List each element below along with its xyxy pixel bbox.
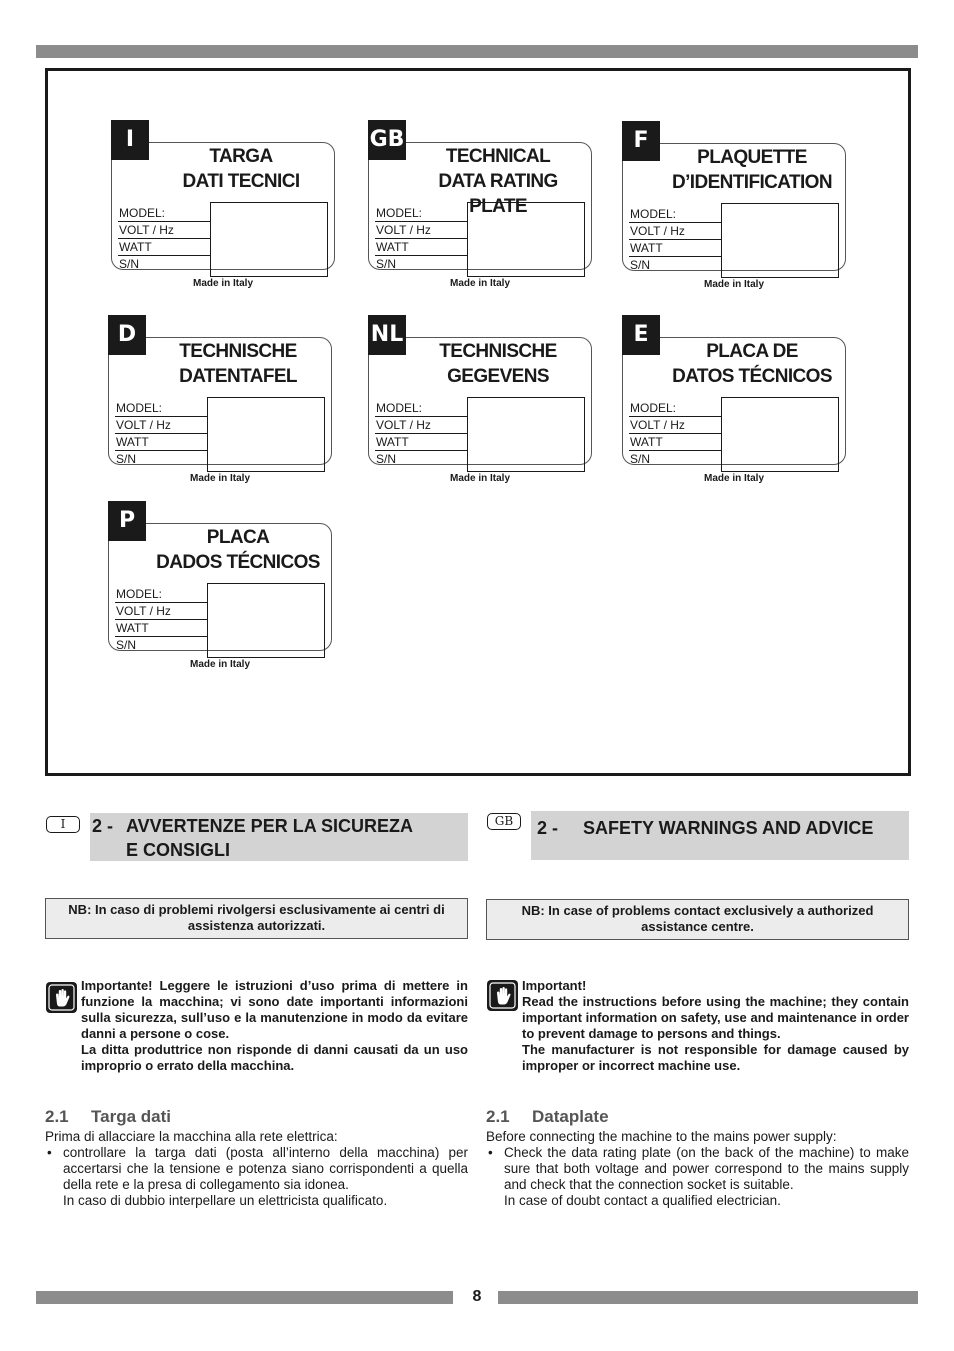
- made-in-italy: Made in Italy: [189, 659, 250, 670]
- plate-value-box: [721, 397, 839, 472]
- field-volt: VOLT / Hz: [629, 223, 721, 240]
- field-model: MODEL:: [115, 400, 207, 417]
- plate-flag: NL: [368, 315, 406, 355]
- field-watt: WATT: [115, 434, 207, 451]
- plate-value-box: [467, 397, 585, 472]
- made-in-italy: Made in Italy: [703, 279, 764, 290]
- section-heading-it: 2 - AVVERTENZE PER LA SICUREZA E CONSIGLI: [90, 813, 468, 861]
- field-sn: S/N: [376, 452, 397, 466]
- subsection-title-gb: 2.1 Dataplate: [486, 1107, 609, 1126]
- field-model: MODEL:: [115, 586, 207, 603]
- plate-flag: E: [622, 315, 660, 355]
- page-number: 8: [472, 1288, 482, 1305]
- plate-value-box: [721, 203, 839, 278]
- plate-pt: [108, 501, 332, 670]
- field-watt: WATT: [375, 434, 467, 451]
- made-in-italy: Made in Italy: [449, 473, 510, 484]
- stop-hand-icon: [487, 980, 518, 1011]
- top-bar: [36, 45, 918, 58]
- field-watt: WATT: [118, 239, 210, 256]
- made-in-italy: Made in Italy: [449, 278, 510, 289]
- field-model: MODEL:: [375, 205, 467, 222]
- field-watt: WATT: [375, 239, 467, 256]
- field-volt: VOLT / Hz: [115, 417, 207, 434]
- field-watt: WATT: [629, 434, 721, 451]
- plate-flag: F: [622, 121, 660, 161]
- plate-flag: P: [108, 501, 146, 541]
- field-sn: S/N: [119, 257, 140, 271]
- plate-value-box: [207, 583, 325, 658]
- warning-text-gb: Important! Read the instructions before using the machine; they contain important information on safety, use and maintenance in order to prevent damage to persons and things. The manufacturer is not responsible for damage caused by improper or incorrect machine use.: [522, 978, 909, 1073]
- field-sn: S/N: [116, 638, 137, 652]
- field-volt: VOLT / Hz: [629, 417, 721, 434]
- plate-title: TECHNICAL DATA RATING PLATE: [438, 146, 558, 217]
- field-model: MODEL:: [629, 400, 721, 417]
- field-sn: S/N: [376, 257, 397, 271]
- plate-de: [108, 315, 332, 484]
- plate-flag: GB: [368, 120, 406, 160]
- field-sn: S/N: [630, 258, 651, 272]
- dataplate-text-gb: Before connecting the machine to the mains power supply: • Check the data rating plate (on the back of the machine) to make sure that both voltage and power correspond to the mains supply and check that the connection socket is suitable. In case of doubt contact a qualified electrician.: [486, 1129, 909, 1209]
- field-volt: VOLT / Hz: [375, 222, 467, 239]
- plate-title: TARGA DATI TECNICI: [182, 146, 300, 192]
- field-watt: WATT: [115, 620, 207, 637]
- field-model: MODEL:: [375, 400, 467, 417]
- plate-title: PLACA DE DATOS TÉCNICOS: [672, 341, 832, 387]
- made-in-italy: Made in Italy: [192, 278, 253, 289]
- field-model: MODEL:: [118, 205, 210, 222]
- field-watt: WATT: [629, 240, 721, 257]
- nb-box-gb: NB: In case of problems contact exclusively a authorized assistance centre.: [486, 899, 909, 940]
- stop-hand-icon: [46, 982, 77, 1013]
- plate-value-box: [467, 202, 585, 277]
- lang-badge-gb: GB: [487, 813, 521, 830]
- plate-title: TECHNISCHE GEGEVENS: [439, 341, 557, 387]
- field-volt: VOLT / Hz: [375, 417, 467, 434]
- dataplate-text-it: Prima di allacciare la macchina alla rete elettrica: • controllare la targa dati (posta all’interno della macchina) per accertarsi che la tensione e potenza siano corrispondenti a quella della rete e la presa di collegamento sia idonea. In caso di dubbio interpellare un elettricista qualificato.: [45, 1129, 468, 1209]
- field-model: MODEL:: [629, 206, 721, 223]
- plate-title: PLAQUETTE D’IDENTIFICATION: [672, 147, 832, 193]
- plate-value-box: [207, 397, 325, 472]
- field-volt: VOLT / Hz: [118, 222, 210, 239]
- footer-bar-right: [498, 1291, 918, 1304]
- nb-box-it: NB: In caso di problemi rivolgersi esclusivamente ai centri di assistenza autorizzati.: [45, 898, 468, 939]
- section-heading-gb: 2 - SAFETY WARNINGS AND ADVICE: [531, 811, 909, 860]
- plate-nl: [368, 315, 592, 484]
- plate-flag: D: [108, 315, 146, 355]
- plate-flag: I: [111, 120, 149, 160]
- plate-gb: [368, 120, 592, 289]
- lang-badge-it: I: [46, 816, 80, 833]
- field-sn: S/N: [116, 452, 137, 466]
- made-in-italy: Made in Italy: [189, 473, 250, 484]
- footer-bar-left: [36, 1291, 453, 1304]
- plate-value-box: [210, 202, 328, 277]
- plate-title: TECHNISCHE DATENTAFEL: [179, 341, 297, 387]
- warning-text-it: Importante! Leggere le istruzioni d’uso prima di mettere in funzione la macchina; vi sono date importanti informazioni sulla sicurezza, sull’uso e la manutenzione in modo da evitare danni a persone o cose. La ditta produttrice non risponde di danni causati da un uso improprio o errato della macchina.: [81, 978, 468, 1073]
- plate-fr: [622, 121, 846, 290]
- field-volt: VOLT / Hz: [115, 603, 207, 620]
- plate-title: PLACA DADOS TÉCNICOS: [156, 527, 320, 573]
- made-in-italy: Made in Italy: [703, 473, 764, 484]
- field-sn: S/N: [630, 452, 651, 466]
- plate-it: [111, 120, 335, 289]
- subsection-title-it: 2.1 Targa dati: [45, 1107, 171, 1126]
- plate-es: [622, 315, 846, 484]
